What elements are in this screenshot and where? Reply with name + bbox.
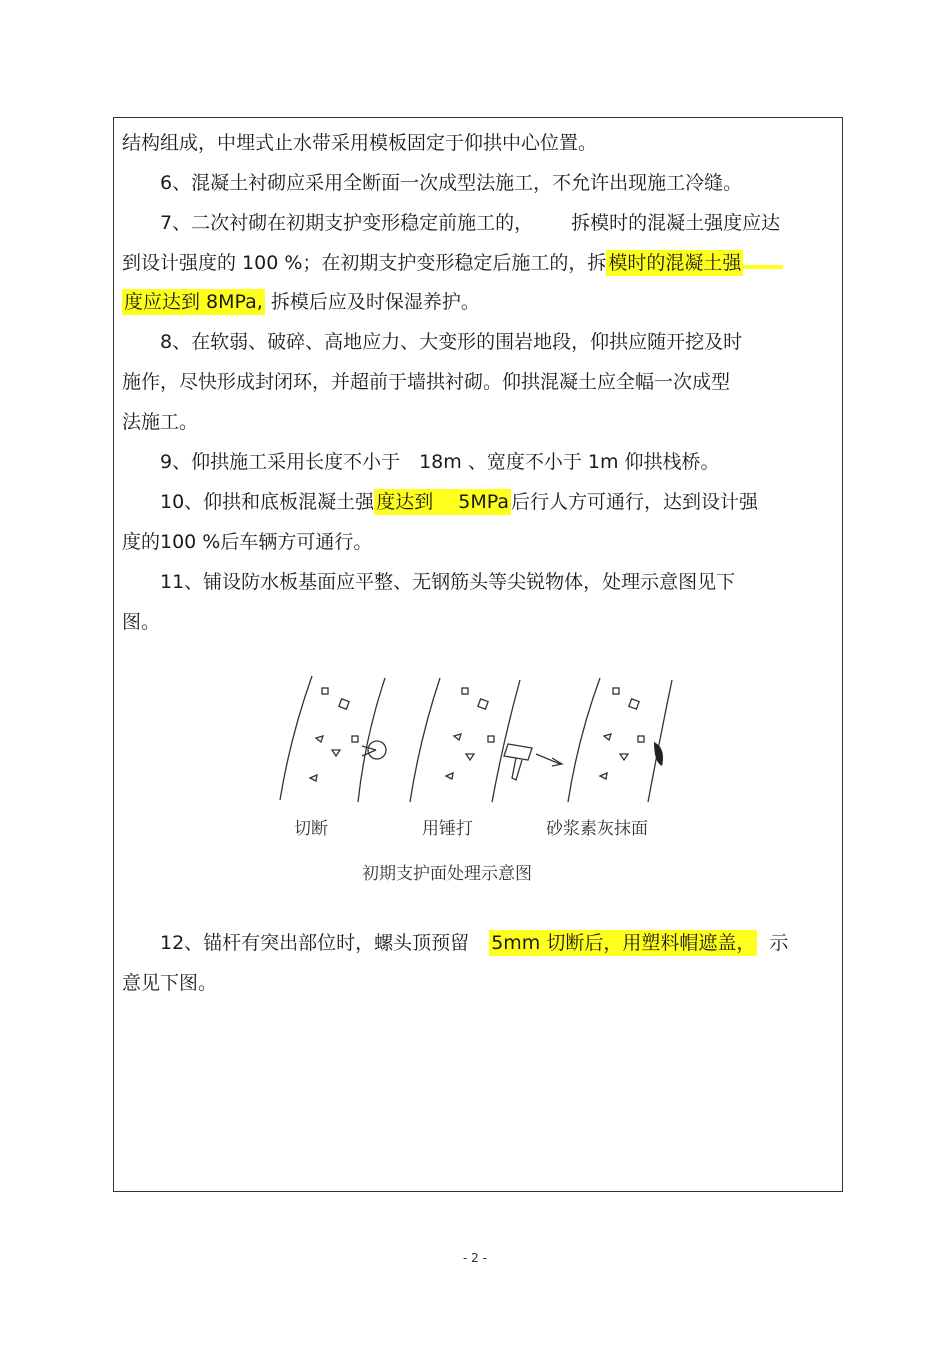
text-line: 度应达到 8MPa, 拆模后应及时保湿养护。 [124,291,480,313]
text-line: 6、混凝土衬砌应采用全断面一次成型法施工，不允许出现施工冷缝。 [160,172,743,194]
figure-label: 切断 [294,819,328,839]
text-line: 度的100 %后车辆方可通行。 [122,531,373,553]
text-line: 结构组成，中埋式止水带采用模板固定于仰拱中心位置。 [122,132,598,154]
highlight: 模时的混凝土强 [608,252,742,274]
text-line: 7、二次衬砌在初期支护变形稳定前施工的， 拆模时的混凝土强度应达 [160,212,781,234]
content-table-cell [113,117,843,1192]
text-line: 8、在软弱、破碎、高地应力、大变形的围岩地段，仰拱应随开挖及时 [160,331,743,353]
text-line: 到设计强度的 100 %；在初期支护变形稳定后施工的，拆 模时的混凝土强 [122,250,783,276]
text-line: 11、铺设防水板基面应平整、无钢筋头等尖锐物体，处理示意图见下 [160,571,736,593]
text-line: 施作，尽快形成封闭环，并超前于墙拱衬砌。仰拱混凝土应全幅一次成型 [122,371,731,393]
figure-caption: 初期支护面处理示意图 [362,864,532,884]
figure-label: 砂浆素灰抹面 [546,819,648,839]
text-line: 图。 [122,611,161,633]
text-line: 法施工。 [122,411,199,433]
highlight: 度应达到 8MPa, [124,291,263,313]
highlight: 5mm 切断后，用塑料帽遮盖， [491,932,756,954]
treatment-diagram [270,668,690,898]
figure-label: 用锤打 [422,819,473,839]
page-number: - 2 - [463,1251,487,1265]
text-line: 意见下图。 [122,972,218,994]
text-line: 12、锚杆有突出部位时，螺头顶预留 5mm 切断后，用塑料帽遮盖， 示 [160,932,789,954]
diagram-svg [270,668,690,898]
highlight: 度达到 5MPa [376,491,509,513]
text-line: 10、仰拱和底板混凝土强 度达到 5MPa 后行人方可通行，达到设计强 [160,491,758,513]
text-line: 9、仰拱施工采用长度不小于 18m 、宽度不小于 1m 仰拱栈桥。 [160,451,720,473]
